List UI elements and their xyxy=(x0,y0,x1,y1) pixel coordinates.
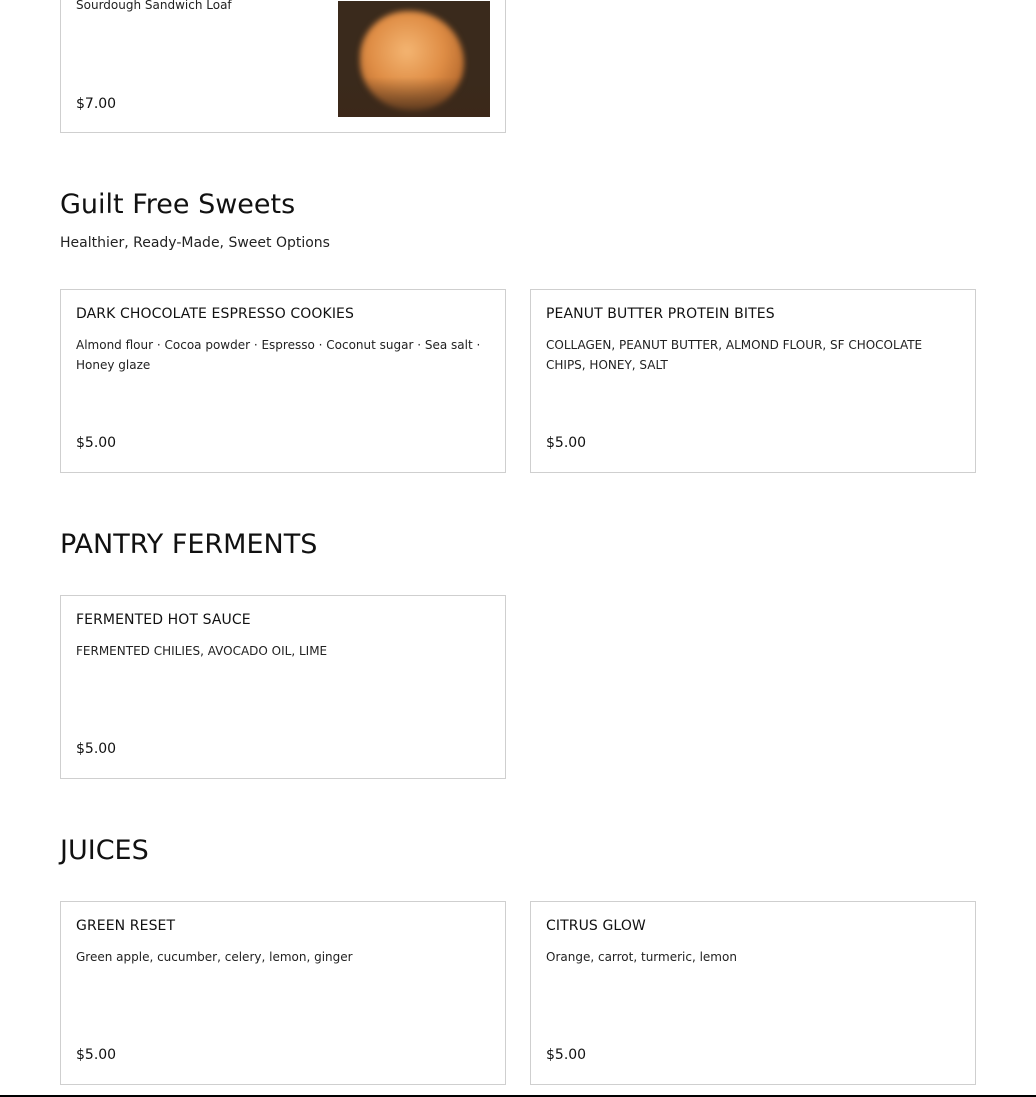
section-title-juices: JUICES xyxy=(60,835,149,866)
menu-item-image xyxy=(338,1,490,117)
menu-item-description: Green apple, cucumber, celery, lemon, ginger xyxy=(76,950,353,964)
menu-item-card-green-reset[interactable] xyxy=(60,901,506,1085)
menu-item-card-dark-chocolate-cookies[interactable] xyxy=(60,289,506,473)
menu-item-description: Almond flour · Cocoa powder · Espresso · Coconut sugar · Sea salt · Honey glaze xyxy=(76,338,481,372)
menu-item-description: COLLAGEN, PEANUT BUTTER, ALMOND FLOUR, SF CHOCOLATE CHIPS, HONEY, SALT xyxy=(546,338,923,372)
menu-item-description: Sourdough Sandwich Loaf xyxy=(76,0,232,12)
menu-item-price: $5.00 xyxy=(76,741,117,757)
section-title-pantry: PANTRY FERMENTS xyxy=(60,529,318,560)
menu-item-card-citrus-glow[interactable] xyxy=(530,901,976,1085)
section-subtitle-sweets: Healthier, Ready-Made, Sweet Options xyxy=(60,235,330,251)
menu-item-name: GREEN RESET xyxy=(76,918,176,934)
menu-item-card-sourdough[interactable] xyxy=(60,0,506,133)
section-title-sweets: Guilt Free Sweets xyxy=(60,189,296,220)
menu-item-price: $5.00 xyxy=(546,1047,587,1063)
menu-item-price: $5.00 xyxy=(546,435,587,451)
menu-item-price: $5.00 xyxy=(76,1047,117,1063)
menu-item-description: FERMENTED CHILIES, AVOCADO OIL, LIME xyxy=(76,644,328,658)
menu-item-price: $7.00 xyxy=(76,96,117,112)
menu-item-price: $5.00 xyxy=(76,435,117,451)
menu-item-name: CITRUS GLOW xyxy=(546,918,646,934)
menu-item-name: DARK CHOCOLATE ESPRESSO COOKIES xyxy=(76,306,354,322)
menu-item-card-fermented-hot-sauce[interactable] xyxy=(60,595,506,779)
menu-item-card-peanut-butter-bites[interactable] xyxy=(530,289,976,473)
menu-item-name: FERMENTED HOT SAUCE xyxy=(76,612,251,628)
menu-item-description: Orange, carrot, turmeric, lemon xyxy=(546,950,737,964)
menu-item-name: PEANUT BUTTER PROTEIN BITES xyxy=(546,306,775,322)
